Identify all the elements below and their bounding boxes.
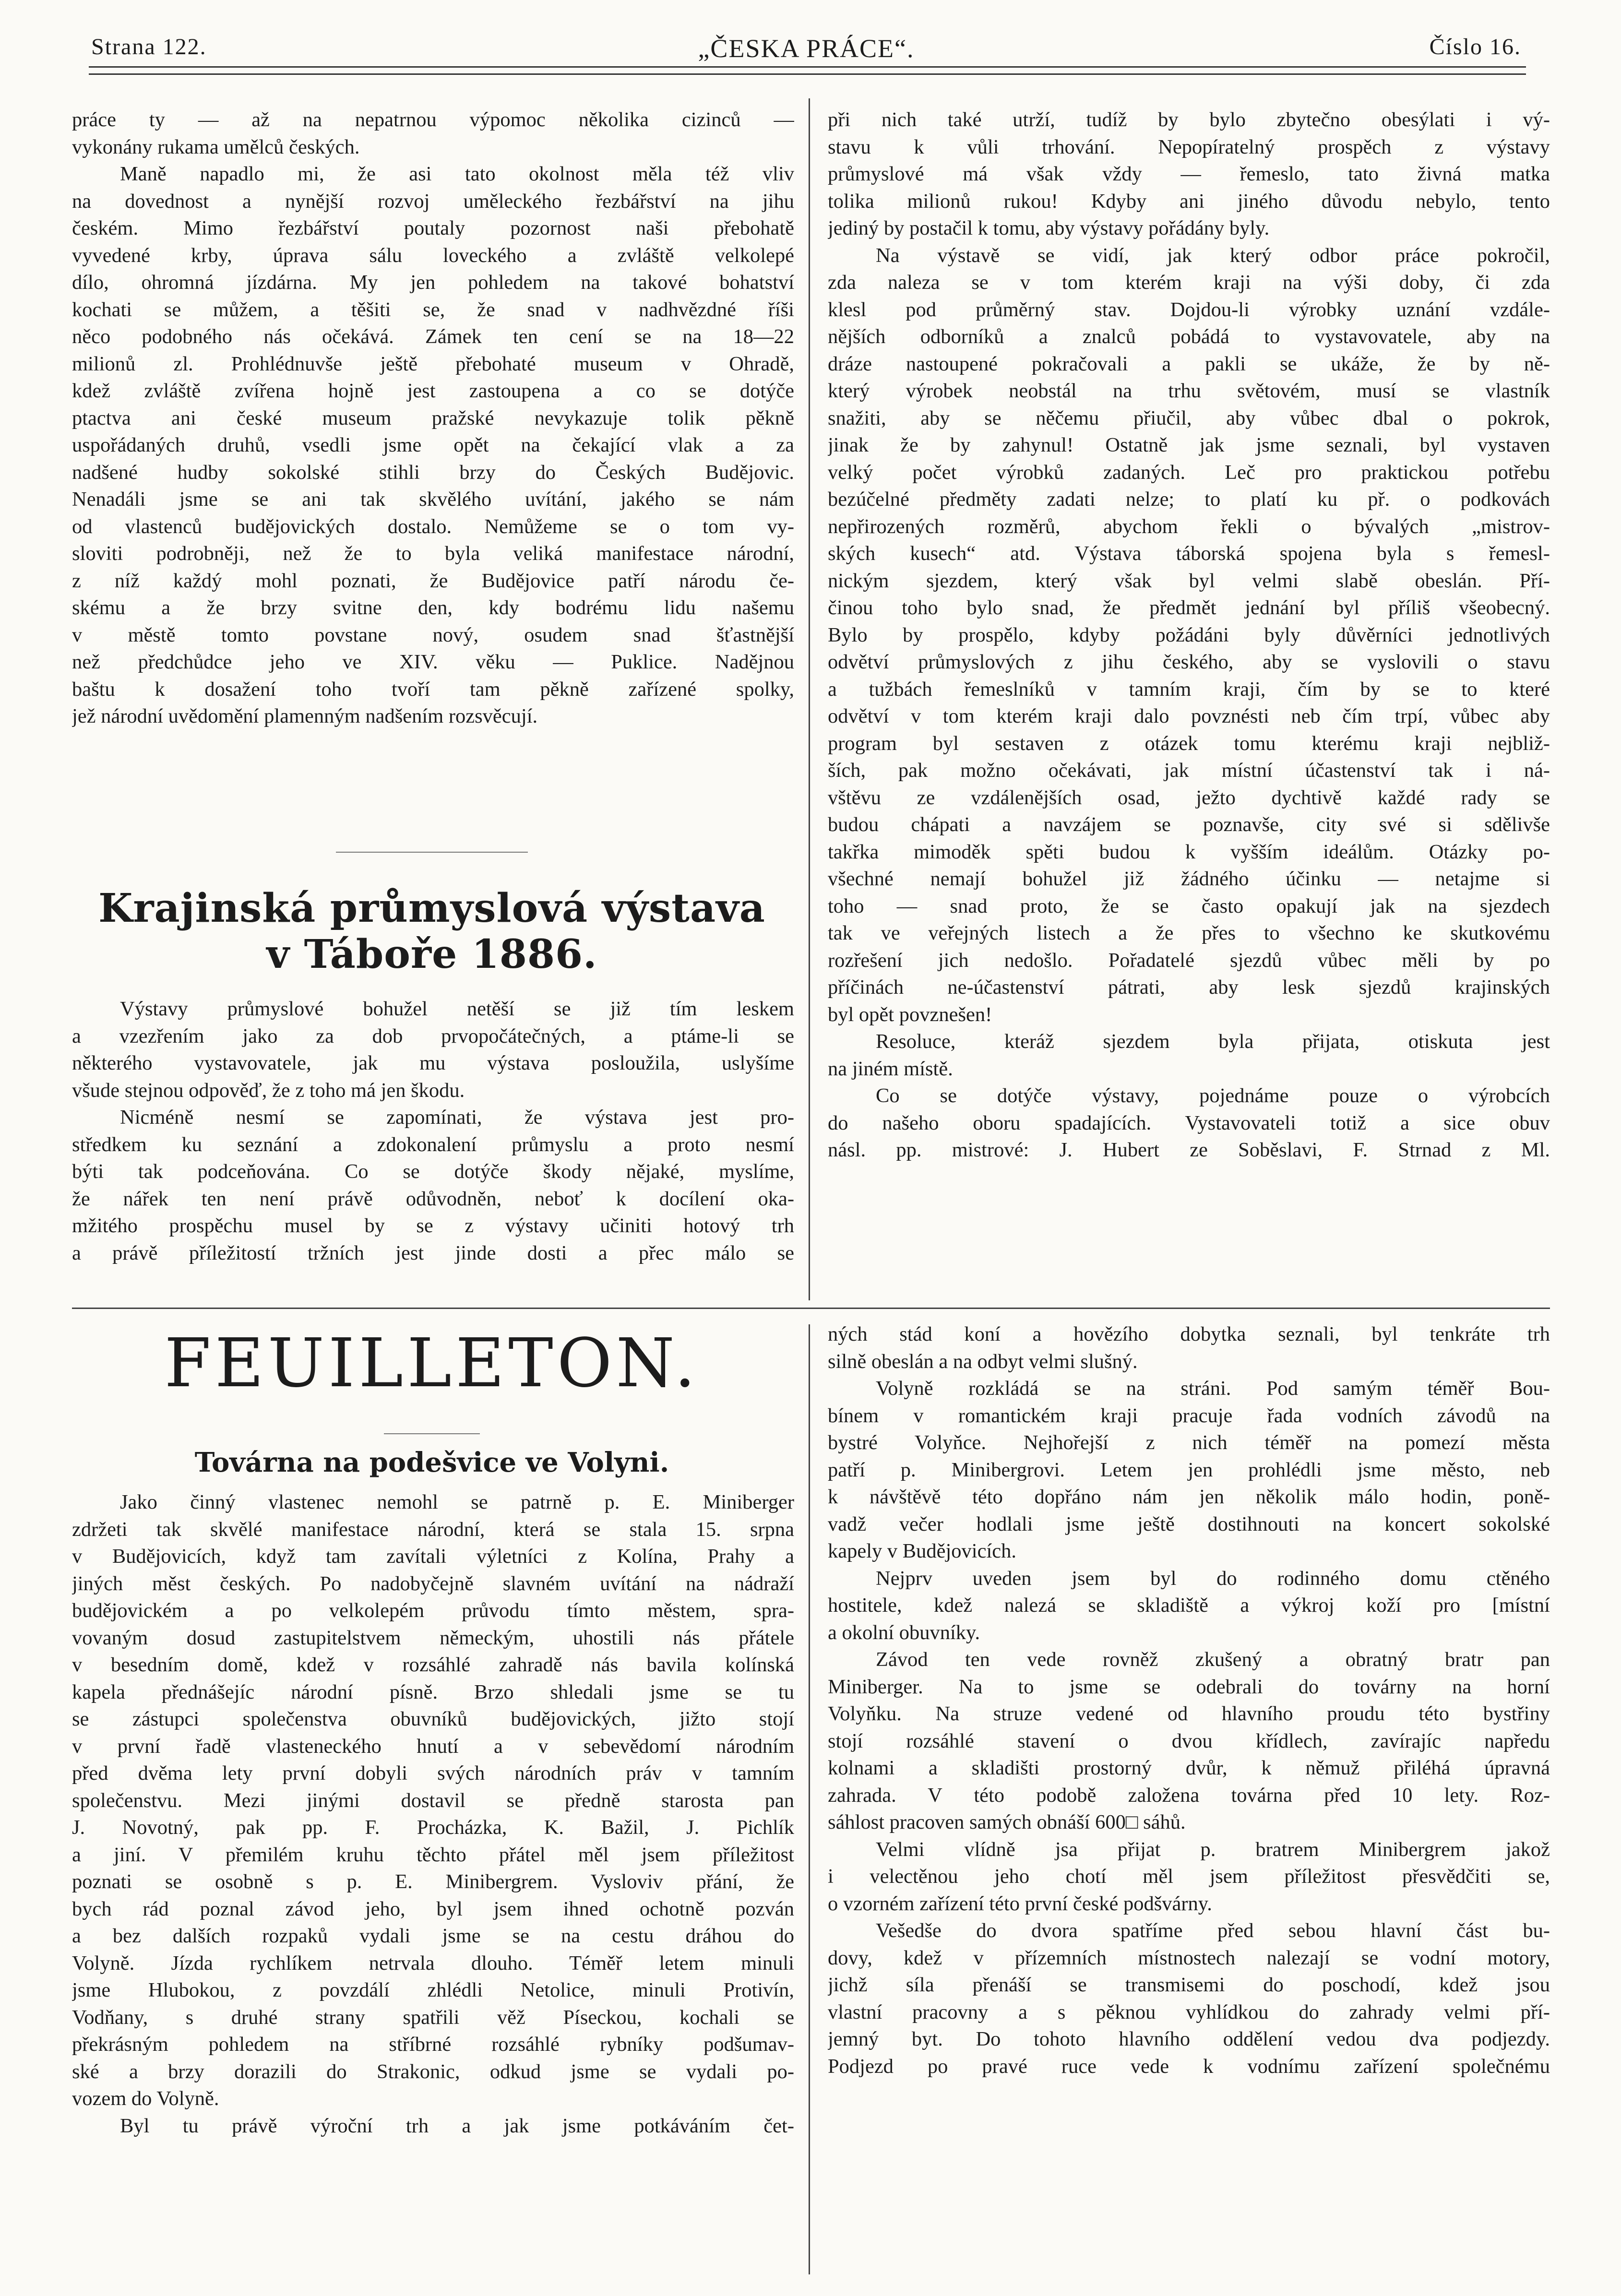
text-line: kapely v Budějovicích. xyxy=(828,1540,1017,1562)
text-line: činou toho bylo snad, že předmět jednání byl příliš všeobecný. xyxy=(828,596,1550,619)
text-line: že nářek ten není právě odůvodněn, neboť k docílení oka- xyxy=(72,1187,794,1210)
text-line: nepřirozených rozměrů, abychom řekli o bývalých „mistrov- xyxy=(828,515,1550,538)
text-line: překrásným pohledem na stříbrné rozsáhlé rybníky podšumav- xyxy=(72,2033,794,2056)
text-line: býti tak podceňována. Co se dotýče škody nějaké, myslíme, xyxy=(72,1160,794,1183)
text-line: zda naleza se v tom kterém kraji na výši doby, či zda xyxy=(828,271,1550,294)
text-line: vozem do Volyně. xyxy=(72,2087,219,2110)
feuilleton-rule xyxy=(72,1308,1550,1309)
left-column-top xyxy=(72,107,794,730)
text-line: ných stád koní a hovězího dobytka seznali, byl tenkráte trh xyxy=(828,1323,1550,1345)
text-line: ptactva ani české museum pražské nevykazuje tolik pěkně xyxy=(72,406,794,429)
text-line: Nenadáli jsme se ani tak skvělého uvítání, jakého se nám xyxy=(72,488,794,511)
text-line: odvětví průmyslových z jihu českého, aby se vyslovili o stavu xyxy=(828,651,1550,673)
text-line: o vzorném zařízení této první české podšvárny. xyxy=(828,1892,1212,1915)
text-line: stojí rozsáhlé stavení o dvou křídlech, zavírajíc napředu xyxy=(828,1729,1550,1752)
text-line: poznati se osobně s p. E. Minibergrem. Vysloviv přání, že xyxy=(72,1870,794,1893)
text-line: jinak že by zahynul! Ostatně jak jsme seznali, byl vystaven xyxy=(828,434,1550,456)
text-line: Závod ten vede rovněž zkušený a obratný bratr pan xyxy=(876,1648,1550,1671)
page-number: Strana 122. xyxy=(91,34,207,59)
text-line: se zástupci společenstva obuvníků budějovických, jižto stojí xyxy=(72,1708,794,1730)
text-line: milionů zl. Prohlédnuvše ještě přebohaté museum v Ohradě, xyxy=(72,352,794,375)
text-line: zahrada. V této podobě založena továrna před 10 lety. Roz- xyxy=(828,1784,1550,1807)
journal-title: „ČESKA PRÁCE“. xyxy=(698,34,915,63)
text-line: silně obeslán a na odbyt velmi slušný. xyxy=(828,1350,1138,1373)
text-line: a právě příležitostí tržních jest jinde dosti a přec málo se xyxy=(72,1241,794,1264)
text-line: velký počet výrobků zadaných. Leč pro praktickou potřebu xyxy=(828,461,1550,484)
text-line: Volyně rozkládá se na stráni. Pod samým téměř Bou- xyxy=(876,1377,1550,1400)
text-line: Výstavy průmyslové bohužel netěší se již tím leskem xyxy=(120,998,794,1020)
text-line: i velectěnou jeho chotí měl jsem příležitost přesvědčiti se, xyxy=(828,1865,1550,1888)
text-line: Podjezd po pravé ruce vede k vodnímu zařízení společnému xyxy=(828,2055,1550,2078)
text-line: Resoluce, kteráž sjezdem byla přijata, otiskuta jest xyxy=(876,1030,1550,1053)
text-line: než předchůdce jeho ve XIV. věku — Puklice. Nadějnou xyxy=(72,651,794,673)
text-line: a bez dalších rozpaků vydali jsme se na cestu dráhou do xyxy=(72,1925,794,1947)
text-line: průmyslové má však vždy — řemeslo, tato živná matka xyxy=(828,163,1550,185)
text-line: v besedním domě, kdež v rozsáhlé zahradě nás bavila kolínská xyxy=(72,1654,794,1676)
text-line: patří p. Minibergrovi. Letem jen prohlédli jsme město, neb xyxy=(828,1458,1550,1481)
text-line: bezúčelné předměty zadati nelze; to platí ku př. o podkovách xyxy=(828,488,1550,511)
text-line: nadšené hudby sokolské stihli brzy do Českých Budějovic. xyxy=(72,461,794,484)
text-line: hostitele, kdež nalezá se skladiště a výkroj koží pro [místní xyxy=(828,1594,1550,1617)
text-line: od vlastenců budějovických dostalo. Nemůžeme se o tom vy- xyxy=(72,515,794,538)
text-line: tak ve veřejných listech a že přes to všechno ke skutkovému xyxy=(828,922,1550,944)
text-line: násl. pp. mistrové: J. Hubert ze Soběslavi, F. Strnad z Ml. xyxy=(828,1139,1550,1161)
text-line: a tužbách řemeslníků v tamním kraji, čím by se to které xyxy=(828,678,1550,701)
text-line: vlastní pracovny a s pěknou vyhlídkou do zahrady velmi pří- xyxy=(828,2000,1550,2023)
issue-number: Číslo 16. xyxy=(1429,34,1521,59)
text-line: Nejprv uveden jsem byl do rodinného domu ctěného xyxy=(876,1567,1550,1590)
text-line: Volyně. Jízda rychlíkem netrvala dlouho. Téměř letem minuli xyxy=(72,1951,794,1975)
column-divider-bottom xyxy=(809,1324,810,2274)
text-line: který výrobek neobstál na trhu světovém, musí se vlastník xyxy=(828,380,1550,402)
text-line: na dovednost a nynější rozvoj uměleckého řezbářství na jihu xyxy=(72,190,794,213)
text-line: jemný byt. Do tohoto hlavního oddělení vedou dva podjezdy. xyxy=(828,2028,1550,2050)
text-line: dráze nastoupené pokračovali a pakli se ukáže, že by ně- xyxy=(828,352,1550,375)
text-line: jež národní uvědomění plamenným nadšením rozsvěcují. xyxy=(72,705,538,727)
text-line: klesl pod průměrný stav. Dojdou-li výrobky uznání vzdále- xyxy=(828,298,1550,321)
text-line: Miniberger. Na to jsme se odebrali do továrny na horní xyxy=(828,1675,1550,1698)
text-line: Volyňku. Na struze vedené od hlavního proudu této bystřiny xyxy=(828,1702,1550,1725)
text-line: ských kusech“ atd. Výstava táborská spojena byla s řemesl- xyxy=(828,542,1550,565)
text-line: ské a brzy dorazili do Strakonic, odkud jsme se vydali po- xyxy=(72,2060,794,2083)
text-line: Nicméně nesmí se zapomínati, že výstava jest pro- xyxy=(120,1106,794,1129)
text-line: ších, pak možno očekávati, jak místní účastenství tak i ná- xyxy=(828,759,1550,782)
text-line: k návštěvě této dopřáno nám jen několik málo hodin, poně- xyxy=(828,1486,1550,1508)
text-line: skému a že brzy svitne den, kdy bodrému lidu našemu xyxy=(72,596,794,619)
text-line: z níž každý mohl poznati, že Budějovice patří národu če- xyxy=(72,569,794,592)
text-line: jiných měst českých. Po nadobyčejně slavném uvítání na nádraží xyxy=(72,1572,794,1595)
text-line: středkem ku seznání a zdokonalení průmyslu a proto nesmí xyxy=(72,1133,794,1156)
feuilleton-heading: FEUILLETON. xyxy=(164,1324,700,1403)
text-line: něco podobného nás očekává. Zámek ten cení se na 18—22 xyxy=(72,325,794,348)
text-line: některého vystavovatele, jak mu výstava posloužila, uslyšíme xyxy=(72,1052,794,1074)
text-line: budějovickém a po velkolepém průvodu tímto městem, spra- xyxy=(72,1599,794,1622)
text-line: zdržeti tak skvělé manifestace národní, která se stala 15. srpna xyxy=(72,1518,794,1541)
header-rule xyxy=(89,66,1526,75)
left-column-middle xyxy=(72,996,794,1267)
text-line: příčinách ne-účastenství pátrati, aby lesk sjezdů krajinských xyxy=(828,976,1550,999)
text-line: baštu k dosažení toho tvoří tam pěkně zařízené spolky, xyxy=(72,678,794,701)
text-line: toho — snad proto, že se často opakují jak na sjezdech xyxy=(828,894,1550,917)
text-line: Vodňany, s druhé strany spatřili věž Píseckou, kochali se xyxy=(72,2006,794,2029)
text-line: a jiní. V přemilém kruhu těchto přátel měl jsem příležitost xyxy=(72,1843,794,1866)
text-line: v městě tomto povstane nový, osudem snad šťastnější xyxy=(72,623,794,646)
article-title-line1: Krajinská průmyslová výstava xyxy=(98,885,765,931)
page-header xyxy=(91,25,1521,62)
text-line: tolika milionů rukou! Kdyby ani jiného důvodu nebylo, tento xyxy=(828,190,1550,213)
text-line: sáhlost pracoven samých obnáší 600□ sáhů. xyxy=(828,1811,1186,1833)
text-line: v první řadě vlasteneckého hnutí a v sebevědomí národním xyxy=(72,1735,794,1758)
text-line: při nich také utrží, tudíž by bylo zbytečno obesýlati i vý- xyxy=(828,108,1550,131)
text-line: před dvěma lety první dobyli svých národních práv v tamním xyxy=(72,1762,794,1784)
text-line: J. Novotný, pak pp. F. Procházka, K. Bažil, J. Pichlík xyxy=(72,1816,794,1839)
text-line: Maně napadlo mi, že asi tato okolnost měla též vliv xyxy=(120,163,794,185)
text-line: snažiti, aby se něčemu přiučil, aby vůbec dbal o pokrok, xyxy=(828,406,1550,429)
text-line: vadž večer hodlali jsme ještě dostihnouti na koncert sokolské xyxy=(828,1512,1550,1535)
text-line: společenstvu. Mezi jinými dostavil se předně starosta pan xyxy=(72,1789,794,1812)
text-line: mžitého prospěchu musel by se z výstavy učiniti hotový trh xyxy=(72,1214,794,1237)
text-line: v Budějovicích, když tam zavítali výletníci z Kolína, Prahy a xyxy=(72,1545,794,1568)
text-line: všechné nemají bohužel již žádného účinku — netajme si xyxy=(828,868,1550,890)
text-line: rozřešení jich nedošlo. Pořadatelé sjezdů vůbec měli by po xyxy=(828,949,1550,972)
section-divider xyxy=(336,852,528,853)
text-line: vovaným dosud zastupitelstvem německým, uhostili nás přátele xyxy=(72,1626,794,1649)
text-line: práce ty — až na nepatrnou výpomoc několika cizinců — xyxy=(72,108,794,131)
text-line: Byl tu právě výroční trh a jak jsme potkáváním čet- xyxy=(120,2114,794,2137)
text-line: Co se dotýče výstavy, pojednáme pouze o výrobcích xyxy=(876,1084,1550,1107)
text-line: kapela přednášejíc národní písně. Brzo shledali jsme se tu xyxy=(72,1680,794,1703)
text-line: byl opět povznešen! xyxy=(828,1003,992,1026)
text-line: Velmi vlídně jsa přijat p. bratrem Minibergrem jakož xyxy=(876,1838,1550,1861)
article-title xyxy=(72,885,792,977)
text-line: a okolní obuvníky. xyxy=(828,1621,980,1644)
text-line: dílo, ohromná jízdárna. My jen pohledem na takové bohatství xyxy=(72,271,794,294)
text-line: nickým sjezdem, který však byl velmi slabě obeslán. Pří- xyxy=(828,569,1550,592)
text-line: bínem v romantickém kraji pracuje řada vodních závodů na xyxy=(828,1404,1550,1427)
text-line: Vešedše do dvora spatříme před sebou hlavní část bu- xyxy=(876,1919,1550,1942)
text-line: Bylo by prospělo, kdyby požádáni byly důvěrníci jednotlivých xyxy=(828,623,1550,646)
text-line: kdež zvláště zvířena hojně jest zastoupena a co se dotýče xyxy=(72,380,794,402)
text-line: Na výstavě se vidí, jak který odbor práce pokročil, xyxy=(876,244,1550,267)
text-line: stavu k vůli trhování. Nepopíratelný prospěch z výstavy xyxy=(828,135,1550,158)
text-line: jichž síla přenáší se transmisemi do poschodí, kdež jsou xyxy=(828,1974,1550,1996)
text-line: českém. Mimo řezbářství poutaly pozornost naši přebohatě xyxy=(72,217,794,239)
text-line: na jiném místě. xyxy=(828,1057,953,1080)
text-line: takřka mimoděk spěti budou k vyšším ideálům. Otázky po- xyxy=(828,840,1550,863)
right-column-top xyxy=(828,107,1550,1164)
text-line: kolnami a skladišti prostorný dvůr, k němuž přiléhá úpravná xyxy=(828,1757,1550,1779)
text-line: sloviti podrobněji, než že to byla veliká manifestace národní, xyxy=(72,542,794,565)
feuilleton-divider xyxy=(384,1433,480,1434)
feuilleton-subtitle: Továrna na podešvice ve Volyni. xyxy=(194,1447,669,1478)
text-line: uspořádaných druhů, vsedli jsme opět na čekající vlak a za xyxy=(72,434,794,456)
right-column-bottom xyxy=(828,1321,1550,2080)
text-line: do našeho oboru spadajících. Vystavovateli totiž a sice obuv xyxy=(828,1111,1550,1134)
text-line: vštěvu ze vzdálenějších osad, ježto dychtivě každé rady se xyxy=(828,786,1550,809)
text-line: jediný by postačil k tomu, aby výstavy pořádány byly. xyxy=(828,217,1270,239)
text-line: všude stejnou odpověď, že z toho má jen škodu. xyxy=(72,1079,465,1102)
article-title-line2: v Táboře 1886. xyxy=(266,931,597,977)
text-line: vykonány rukama umělců českých. xyxy=(72,135,360,158)
text-line: Jako činný vlastenec nemohl se patrně p. E. Miniberger xyxy=(120,1491,794,1513)
column-divider-top xyxy=(809,98,810,1300)
text-line: kochati se můžem, a těšiti se, že snad v nadhvězdné říši xyxy=(72,298,794,321)
text-line: nějších odborníků a znalců pobádá to vystavovatele, aby na xyxy=(828,325,1550,348)
text-line: dovy, kdež v přízemních místnostech nalezají se vodní motory, xyxy=(828,1946,1550,1969)
text-line: jsme Hlubokou, z povzdálí zhlédli Netolice, minuli Protivín, xyxy=(72,1979,794,2001)
text-line: program byl sestaven z otázek tomu kterému kraji nejbliž- xyxy=(828,732,1550,755)
text-line: a vzezřením jako za dob prvopočátečných, a ptáme-li se xyxy=(72,1024,794,1047)
text-line: bych rád poznal závod jeho, byl jsem ihned ochotně pozván xyxy=(72,1897,794,1920)
text-line: odvětví v tom kterém kraji dalo povznésti neb čím trpí, vůbec aby xyxy=(828,705,1550,727)
text-line: vyvedené krby, úprava sálu loveckého a zvláště velkolepé xyxy=(72,244,794,267)
text-line: bystré Volyňce. Nejhořejší z nich téměř na pomezí města xyxy=(828,1431,1550,1454)
left-column-bottom xyxy=(72,1489,794,2140)
text-line: budou chápati a navzájem se poznavše, city své si sdělivše xyxy=(828,813,1550,836)
